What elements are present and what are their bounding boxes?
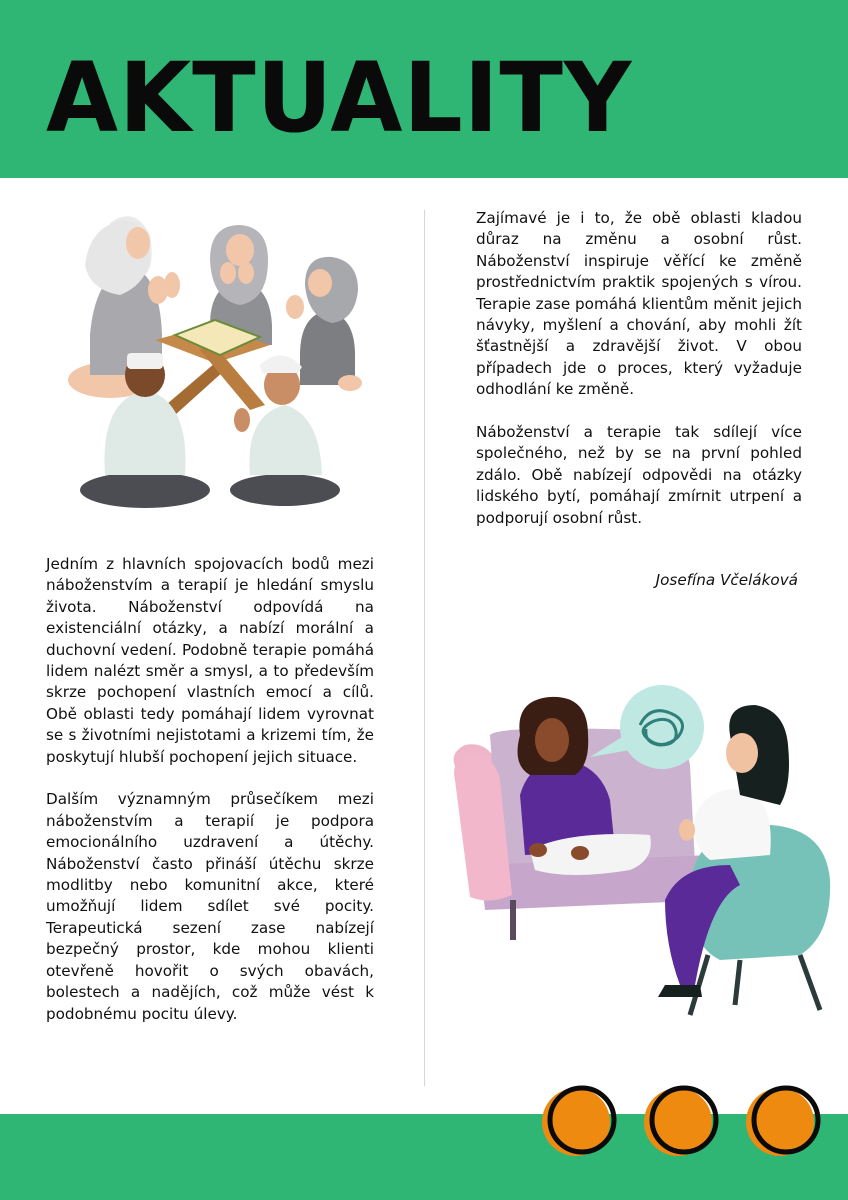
right-column-text bbox=[476, 208, 802, 550]
circle-1-icon bbox=[542, 1088, 614, 1156]
left-paragraph-2: Dalším významným průsečíkem mezi náboženstvím a terapií je podpora emocionálního uzdravení a útěchy. Náboženství často přináší útěchu skrze modlitby nebo komunitní akce, které umožňují lidem sdílet své pocity. Terapeutická sezení zase nabízejí bezpečný prostor, kde mohou klienti otevřeně hovořit o svých obavách, bolestech a nadějích, což může vést k podobnému pocitu úlevy. bbox=[46, 790, 374, 1023]
right-paragraph-1: Zajímavé je i to, že obě oblasti kladou důraz na změnu a osobní růst. Náboženství inspiruje věřící ke změně prostřednictvím praktik spojených s vírou. Terapie zase pomáhá klientům měnit jejich návyky, myšlení a chování, aby mohli žít šťastnější a zdravější život. V obou případech jde o proces, který vyžaduje odhodlání ke změně. bbox=[476, 209, 802, 399]
praying-family-illustration bbox=[50, 205, 380, 515]
column-divider bbox=[424, 210, 425, 1086]
left-paragraph-1: Jedním z hlavních spojovacích bodů mezi náboženstvím a terapií je hledání smyslu života. Náboženství odpovídá na existenciální otázky, a nabízí morální a duchovní vedení. Podobně terapie pomáhá lidem nalézt směr a smysl, a to především skrze pochopení vlastních emocí a cílů. Obě oblasti tedy pomáhají lidem vyrovnat se s životními nejistotami a krizemi tím, že poskytují hlubší pochopení jejich situace. bbox=[46, 555, 374, 766]
quran-stand bbox=[155, 320, 270, 415]
page-title: AKTUALITY bbox=[46, 42, 633, 154]
right-paragraph-2: Náboženství a terapie tak sdílejí více společného, než by se na první pohled zdálo. Obě nabízejí odpovědi na otázky lidského bytí, pomáhají zmírnit utrpení a podporují osobní růst. bbox=[476, 423, 802, 527]
left-column-text bbox=[46, 554, 374, 1046]
therapy-session-illustration bbox=[440, 685, 840, 1030]
circle-3-icon bbox=[746, 1088, 818, 1156]
decorative-circles bbox=[538, 1080, 828, 1160]
header-band bbox=[0, 0, 848, 178]
circle-2-icon bbox=[644, 1088, 716, 1156]
author-signature: Josefína Včeláková bbox=[655, 571, 798, 589]
